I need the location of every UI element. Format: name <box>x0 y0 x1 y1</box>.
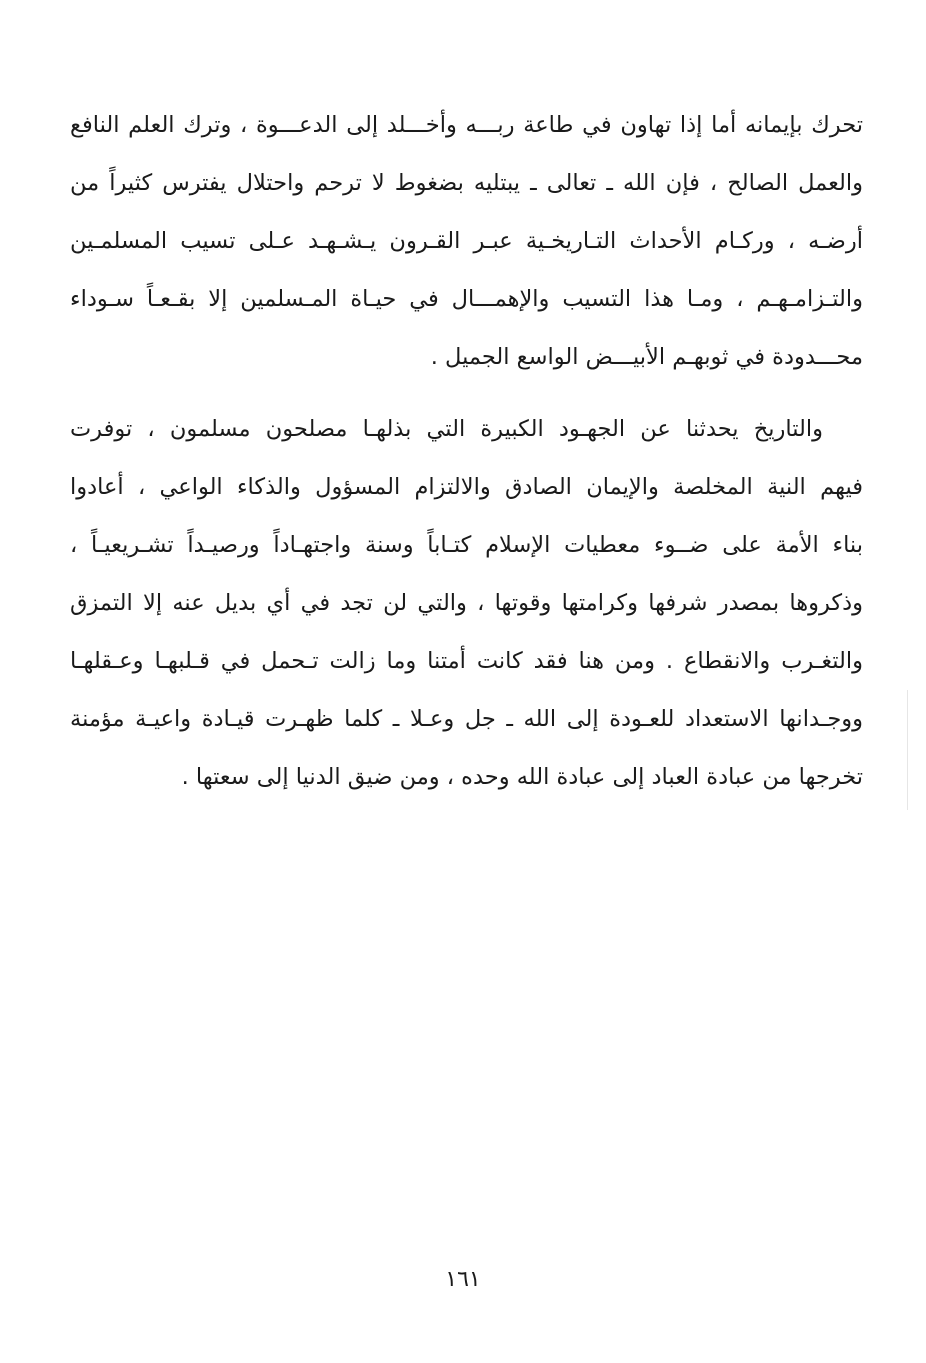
text-line: والتاريخ يحدثنا عن الجهـود الكبيرة التي بذلهـا مصلحون مسلمون ، توفرت <box>70 416 823 442</box>
text-line: تحرك بإيمانه أما إذا تهاون في طاعة ربـــه وأخـــلد إلى الدعـــوة ، وترك العلم النافع <box>70 112 863 138</box>
text-line: وذكروها بمصدر شرفها وكرامتها وقوتها ، والتي لن تجد في أي بديل عنه إلا التمزق <box>70 590 863 616</box>
text-line: بناء الأمة على ضــوء معطيات الإسلام كتـاباً وسنة واجتهـاداً ورصيـداً تشـريعيـاً ، <box>70 532 863 558</box>
paragraph-2 <box>70 400 863 806</box>
text-line: والتغـرب والانقطاع . ومن هنا فقد كانت أمتنا وما زالت تـحمل في قـلبهـا وعـقلهـا <box>70 648 863 674</box>
text-line: فيهم النية المخلصة والإيمان الصادق والالتزام المسؤول والذكاء الواعي ، أعادوا <box>70 474 863 500</box>
text-line: محـــدودة في ثوبهـم الأبيـــض الواسع الجميل . <box>430 344 863 370</box>
scan-edge-mark <box>907 690 908 810</box>
paragraph-gap <box>70 386 863 400</box>
text-line: ووجـدانها الاستعداد للعـودة إلى الله ـ جل وعـلا ـ كلما ظهـرت قيـادة واعيـة مؤمنة <box>70 706 863 732</box>
text-line: أرضـه ، وركـام الأحداث التـاريخـية عبـر القـرون يـشـهـد عـلى تسيب المسلمـين <box>70 228 863 254</box>
page-number: ١٦١ <box>445 1267 481 1292</box>
text-line: تخرجها من عبادة العباد إلى عبادة الله وحده ، ومن ضيق الدنيا إلى سعتها . <box>181 764 863 790</box>
paragraph-1 <box>70 96 863 386</box>
body-text <box>70 96 863 806</box>
text-line: والتـزامـهـم ، ومـا هذا التسيب والإهمـــال في حيـاة المـسلمين إلا بقـعـاً سـوداء <box>70 286 863 312</box>
text-line: والعمل الصالح ، فإن الله ـ تعالى ـ يبتليه بضغوط لا ترحم واحتلال يفترس كثيراً من <box>70 170 863 196</box>
